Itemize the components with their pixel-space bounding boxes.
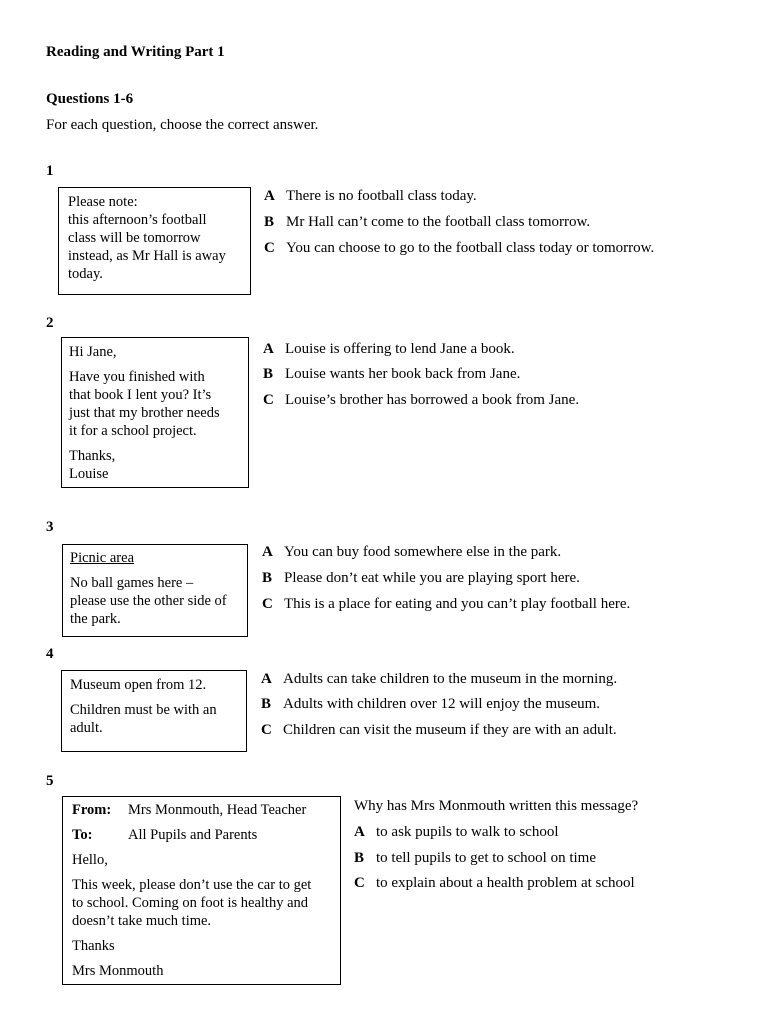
notice-text: this afternoon’s football [68,212,207,228]
option-text: Children can visit the museum if they are with an adult. [283,722,617,738]
answer-option[interactable] [261,671,617,688]
option-letter: B [354,850,365,866]
notice-heading: Picnic area [70,550,135,566]
option-text: Adults can take children to the museum in the morning. [283,671,618,687]
option-text: You can choose to go to the football class today or tomorrow. [286,240,655,256]
notice-text: that book I lent you? It’s [69,387,212,403]
notice-text: Children must be with an [70,702,217,718]
question-prompt: Why has Mrs Monmouth written this message? [354,798,639,814]
notice-text: instead, as Mr Hall is away [68,248,226,264]
option-letter: A [262,544,273,560]
question-number: 5 [46,773,54,789]
notice-signoff: Thanks, [69,448,116,464]
answer-option[interactable] [262,596,630,613]
answer-option[interactable] [263,341,515,358]
instruction-text: For each question, choose the correct answer. [46,117,319,133]
notice-text: to school. Coming on foot is healthy and [72,895,309,911]
notice-text: This week, please don’t use the car to get [72,877,312,893]
option-text: to tell pupils to get to school on time [376,850,596,866]
option-letter: A [261,671,272,687]
answer-option[interactable] [263,366,520,383]
notice-signoff: Thanks [72,938,115,954]
notice-box [61,337,249,488]
option-letter: C [262,596,273,612]
notice-box [62,796,341,985]
notice-greeting: Hi Jane, [69,344,117,360]
option-text: to explain about a health problem at school [376,875,635,891]
message-from-row [72,801,331,819]
notice-box [58,187,251,295]
questions-title: Questions 1-6 [46,91,134,107]
option-text: Louise is offering to lend Jane a book. [285,341,515,357]
notice-text: adult. [70,720,103,736]
option-text: Mr Hall can’t come to the football class tomorrow. [286,214,591,230]
notice-text: Museum open from 12. [70,677,207,693]
option-letter: C [261,722,272,738]
answer-option[interactable] [264,240,654,257]
section-title: Reading and Writing Part 1 [46,44,225,60]
option-letter: A [263,341,274,357]
notice-text: it for a school project. [69,423,197,439]
option-letter: B [262,570,273,586]
notice-text: doesn’t take much time. [72,913,212,929]
answer-option[interactable] [264,188,477,205]
notice-text: the park. [70,611,121,627]
notice-box [62,544,248,637]
option-letter: B [264,214,275,230]
answer-option[interactable] [354,824,559,841]
message-to-row [72,826,331,844]
notice-text: Please note: [68,194,138,210]
option-letter: B [263,366,274,382]
notice-text: just that my brother needs [69,405,220,421]
answer-option[interactable] [261,696,600,713]
answer-option[interactable] [354,850,596,867]
question-number: 3 [46,519,54,535]
option-letter: C [263,392,274,408]
notice-text: class will be tomorrow [68,230,201,246]
option-text: Louise wants her book back from Jane. [285,366,521,382]
option-text: Please don’t eat while you are playing sport here. [284,570,580,586]
option-text: This is a place for eating and you can’t play football here. [284,596,631,612]
answer-option[interactable] [262,570,580,587]
option-letter: C [264,240,275,256]
question-number: 2 [46,315,54,331]
option-letter: B [261,696,272,712]
option-letter: A [264,188,275,204]
option-letter: A [354,824,365,840]
notice-signature: Mrs Monmouth [72,963,164,979]
to-value: All Pupils and Parents [128,827,258,843]
notice-box [61,670,247,752]
answer-option[interactable] [262,544,561,561]
option-text: Louise’s brother has borrowed a book from Jane. [285,392,580,408]
question-number: 4 [46,646,54,662]
option-text: to ask pupils to walk to school [376,824,559,840]
answer-option[interactable] [264,214,590,231]
option-text: There is no football class today. [286,188,477,204]
notice-text: please use the other side of [70,593,227,609]
question-number: 1 [46,163,54,179]
to-label: To: [72,827,93,843]
notice-text: today. [68,266,103,282]
from-value: Mrs Monmouth, Head Teacher [128,802,307,818]
answer-option[interactable] [354,875,635,892]
notice-greeting: Hello, [72,852,108,868]
option-text: Adults with children over 12 will enjoy the museum. [283,696,601,712]
answer-option[interactable] [263,392,579,409]
notice-signature: Louise [69,466,109,482]
notice-text: No ball games here – [70,575,194,591]
option-letter: C [354,875,365,891]
option-text: You can buy food somewhere else in the park. [284,544,562,560]
from-label: From: [72,802,112,818]
answer-option[interactable] [261,722,617,739]
notice-text: Have you finished with [69,369,205,385]
